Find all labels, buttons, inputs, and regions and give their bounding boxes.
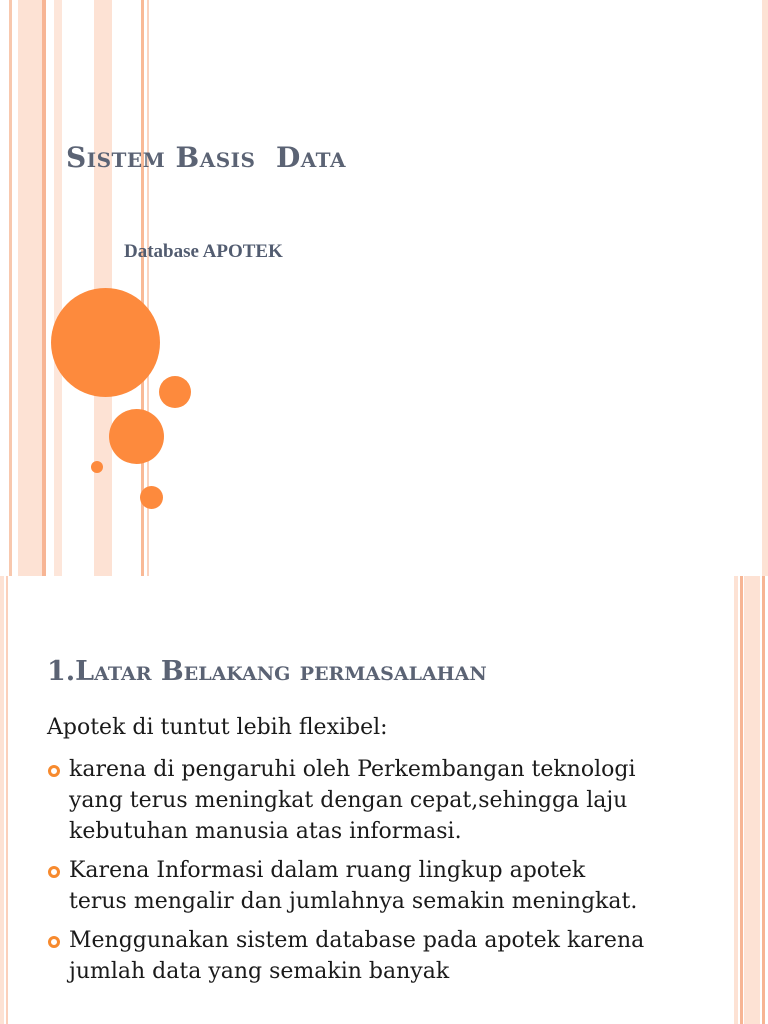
bullet-item	[47, 855, 647, 917]
decorative-circle-small	[159, 376, 191, 408]
bullet-circle-icon	[48, 936, 60, 948]
content-slide	[0, 576, 768, 1024]
decorative-circle-small	[140, 486, 163, 509]
slide-subtitle: Database APOTEK	[124, 241, 283, 262]
decorative-circle-medium	[109, 409, 164, 464]
decorative-circle-tiny	[91, 461, 103, 473]
decorative-stripe	[734, 576, 738, 1024]
decorative-stripe	[6, 576, 8, 1024]
bullet-circle-icon	[48, 866, 60, 878]
decorative-stripe	[762, 0, 768, 576]
decorative-stripe	[18, 0, 42, 576]
decorative-stripe	[744, 576, 760, 1024]
decorative-stripe	[42, 0, 46, 576]
bullet-circle-icon	[48, 765, 60, 777]
bullet-item	[47, 925, 647, 987]
bullet-text: karena di pengaruhi oleh Perkembangan teknologi yang terus meningkat dengan cepat,sehingga laju kebutuhan manusia atas informasi.	[69, 757, 636, 844]
section-title: 1.Latar Belakang permasalahan	[47, 656, 487, 687]
decorative-stripe	[740, 576, 743, 1024]
decorative-stripe	[9, 0, 12, 576]
decorative-circle-large	[51, 288, 160, 397]
slide-title: Sistem Basis Data	[66, 141, 346, 174]
bullet-text: Karena Informasi dalam ruang lingkup apotek terus mengalir dan jumlahnya semakin meningkat.	[69, 858, 638, 914]
bullet-list	[47, 754, 647, 995]
bullet-item	[47, 754, 647, 847]
decorative-stripe	[54, 0, 62, 576]
intro-text: Apotek di tuntut lebih flexibel:	[47, 715, 388, 740]
decorative-stripe	[0, 576, 4, 1024]
decorative-stripe	[762, 576, 765, 1024]
bullet-text: Menggunakan sistem database pada apotek karena jumlah data yang semakin banyak	[69, 928, 645, 984]
